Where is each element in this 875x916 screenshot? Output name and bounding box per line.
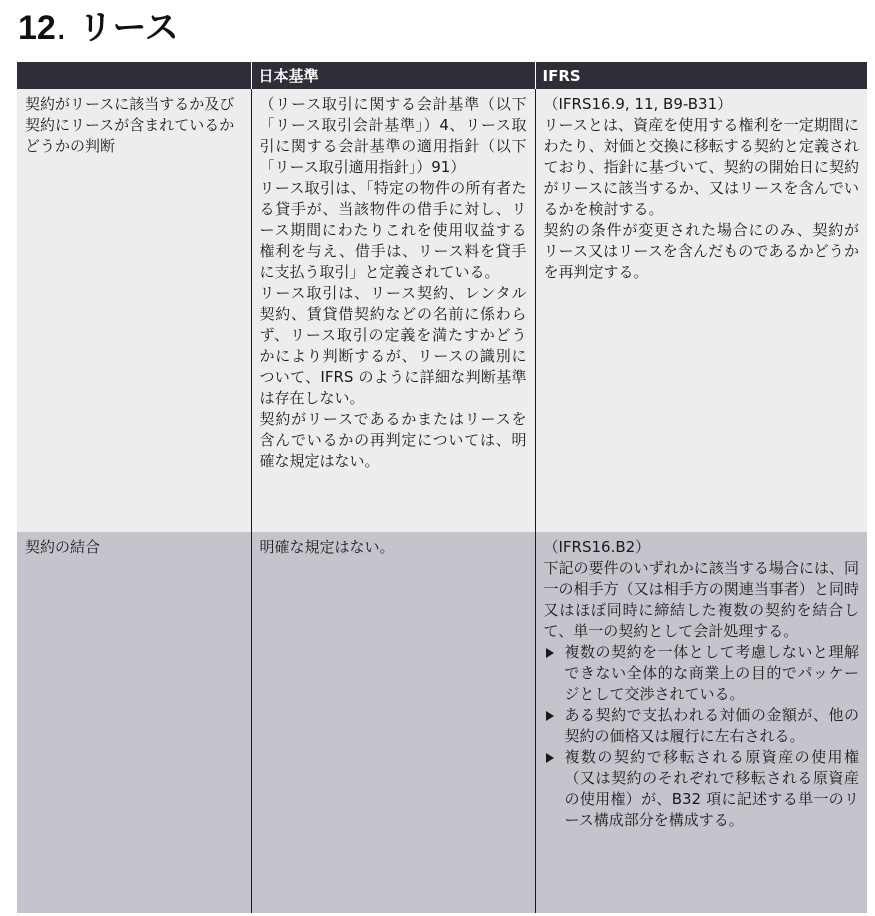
ifrs-cell [535,532,867,913]
triangle-right-bullet-icon [546,753,554,763]
header-jgaap: 日本基準 [251,62,535,89]
header-ifrs: IFRS [535,62,867,89]
ifrs-cell [535,89,867,532]
jgaap-paragraph: 契約がリースであるかまたはリースを含んでいるかの再判定については、明確な規定はない。 [259,410,527,470]
list-item [544,642,860,705]
header-topic [17,62,251,89]
jgaap-paragraph: 明確な規定はない。 [259,538,395,556]
triangle-right-bullet-icon [546,711,554,721]
triangle-right-bullet-icon [546,648,554,658]
jgaap-paragraph: リース取引は、リース契約、レンタル契約、賃貸借契約などの名前に係わらず、リース取引の定義を満たすかどうかにより判断するが、リースの識別について、IFRS のように詳細な判断基準は存在しない。 [259,284,527,407]
list-item-text: ある契約で支払われる対価の金額が、他の契約の価格又は履行に左右される。 [564,706,859,745]
comparison-table [17,62,867,913]
jgaap-paragraph: リース取引は、「特定の物件の所有者たる貸手が、当該物件の借手に対し、リース期間にわたりこれを使用収益する権利を与え、借手は、リース料を貸手に支払う取引」と定義されている。 [259,179,527,281]
topic-text: 契約がリースに該当するか及び契約にリースが含まれているかどうかの判断 [25,95,235,155]
section-number: 12 [18,9,56,47]
criteria-list [544,642,860,831]
section-title-text: リース [66,8,179,48]
ifrs-paragraph: 下記の要件のいずれかに該当する場合には、同一の相手方（又は相手方の関連当事者）と同時又はほぼ同時に締結した複数の契約を結合して、単一の契約として会計処理する。 [543,559,859,640]
topic-cell [17,89,251,532]
page-title [18,6,179,50]
list-item [544,705,860,747]
ifrs-paragraph: 契約の条件が変更された場合にのみ、契約がリース又はリースを含んだものであるかどうかを再判定する。 [543,221,859,281]
jgaap-reference: （リース取引に関する会計基準（以下「リース取引会計基準」）4、リース取引に関する会計基準の適用指針（以下「リース取引適用指針」）91） [259,95,527,176]
ifrs-paragraph: リースとは、資産を使用する権利を一定期間にわたり、対価と交換に移転する契約と定義されており、指針に基づいて、契約の開始日に契約がリースに該当するか、又はリースを含んでいるかを検討する。 [543,116,859,218]
topic-text: 契約の結合 [25,538,101,556]
list-item-text: 複数の契約を一体として考慮しないと理解できない全体的な商業上の目的でパッケージとして交渉されている。 [564,643,859,703]
table-header-row [17,62,867,89]
jgaap-cell [251,532,535,913]
table-row [17,532,867,913]
table-row [17,89,867,532]
jgaap-cell [251,89,535,532]
ifrs-reference: （IFRS16.B2） [543,538,651,556]
section-number-dot: . [55,8,67,48]
list-item [544,747,860,831]
list-item-text: 複数の契約で移転される原資産の使用権（又は契約のそれぞれで移転される原資産の使用権）が、B32 項に記述する単一のリース構成部分を構成する。 [564,748,859,829]
ifrs-reference: （IFRS16.9, 11, B9-B31） [543,95,733,113]
topic-cell [17,532,251,913]
